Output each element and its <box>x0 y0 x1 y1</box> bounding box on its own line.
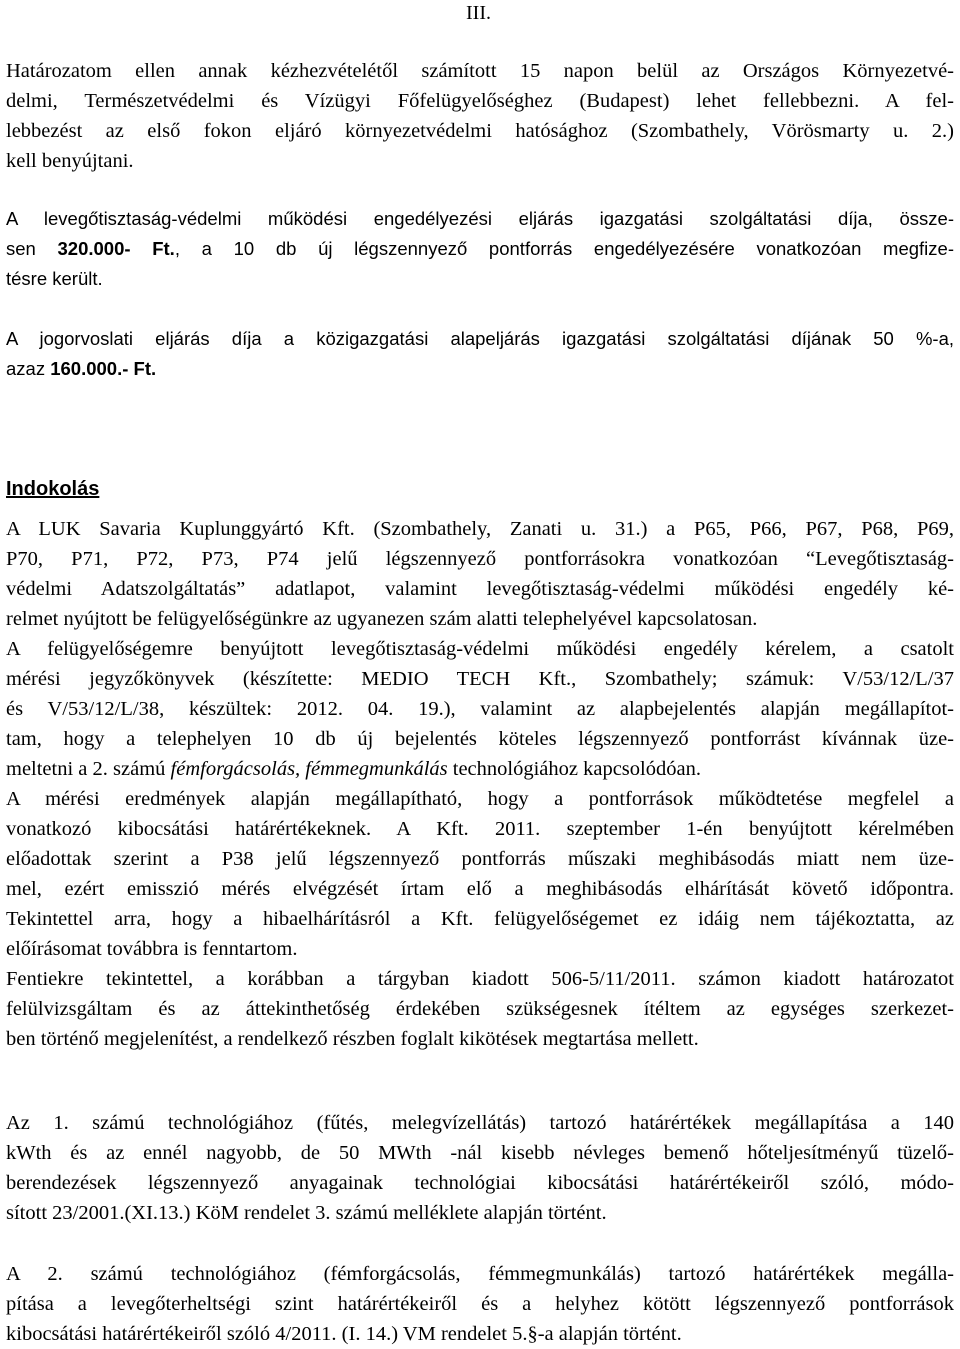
text-line: Az 1. számú technológiához (fűtés, melegvízellátás) tartozó határértékek megállapítása a 140 <box>6 1112 954 1134</box>
text-run: azaz <box>6 358 51 379</box>
text-line: felülvizsgáltam és az áttekinthetőség érdekében szükségesnek ítéltem az egységes szerkezet- <box>6 998 954 1020</box>
text-run: sen <box>6 238 58 259</box>
section-heading: Indokolás <box>6 478 100 500</box>
text-line: P70, P71, P72, P73, P74 jelű légszennyező pontforrásokra vonatkozóan “Levegőtisztaság- <box>6 548 954 570</box>
text-run: technológiához kapcsolódóan. <box>447 758 701 780</box>
text-line: Fentiekre tekintettel, a korábban a tárgyban kiadott 506-5/11/2011. számon kiadott határozatot <box>6 968 954 990</box>
text-run: meltetni a 2. számú <box>6 758 171 780</box>
text-line: sított 23/2001.(XI.13.) KöM rendelet 3. számú melléklete alapján történt. <box>6 1202 607 1224</box>
text-line: A jogorvoslati eljárás díja a közigazgatási alapeljárás igazgatási szolgáltatási díjának 50 %-a, <box>6 328 954 349</box>
text-line: kibocsátási határértékeiről szóló 4/2011. (I. 14.) VM rendelet 5.§-a alapján történt. <box>6 1323 682 1345</box>
text-line: pítása a levegőterheltségi szint határértékeiről és a helyhez kötött légszennyező pontforrások <box>6 1293 954 1315</box>
technology-name: fémforgácsolás, fémmegmunkálás <box>170 758 448 780</box>
text-line: védelmi Adatszolgáltatás” adatlapot, valamint levegőtisztaság-védelmi működési engedély ké- <box>6 578 954 600</box>
text-line: tam, hogy a telephelyen 10 db új bejelentés köteles légszennyező pontforrást kívánnak üze- <box>6 728 954 750</box>
text-line: előadottak szerint a P38 jelű légszennyező pontforrás műszaki meghibásodás miatt nem üze- <box>6 848 954 870</box>
text-line: Határozatom ellen annak kézhezvételétől számított 15 napon belül az Országos Környezetvé- <box>6 60 954 82</box>
text-line <box>6 354 954 384</box>
text-line <box>6 234 954 264</box>
text-line: és V/53/12/L/38, készültek: 2012. 04. 19.), valamint az alapbejelentés alapján megállapítot- <box>6 698 954 720</box>
text-line: lebbezést az első fokon eljáró környezetvédelmi hatósághoz (Szombathely, Vörösmarty u. 2.) <box>6 120 954 142</box>
text-run: , a 10 db új légszennyező pontforrás engedélyezésére vonatkozóan megfize- <box>174 238 954 259</box>
text-line: mel, ezért emisszió mérés elvégzését írtam elő a meghibásodás elhárítását követő időpontra. <box>6 878 954 900</box>
text-line: vonatkozó kibocsátási határértékeknek. A Kft. 2011. szeptember 1-én benyújtott kérelmében <box>6 818 954 840</box>
text-line: mérési jegyzőkönyvek (készítette: MEDIO TECH Kft., Szombathely; számuk: V/53/12/L/37 <box>6 668 954 690</box>
text-line: előírásomat továbbra is fenntartom. <box>6 938 298 960</box>
text-line: kWth és az ennél nagyobb, de 50 MWth -nál kisebb névleges bemenő hőteljesítményű tüzelő- <box>6 1142 954 1164</box>
remedy-fee-amount: 160.000.- Ft. <box>50 358 157 379</box>
text-line: A levegőtisztaság-védelmi működési engedélyezési eljárás igazgatási szolgáltatási díja, össze- <box>6 208 954 229</box>
text-line: delmi, Természetvédelmi és Vízügyi Főfelügyelőséghez (Budapest) lehet fellebbezni. A fel- <box>6 90 954 112</box>
text-line: A felügyelőségemre benyújtott levegőtisztaság-védelmi működési engedély kérelem, a csatolt <box>6 638 954 660</box>
text-line: ben történő megjelenítést, a rendelkező részben foglalt kikötések megtartása mellett. <box>6 1028 699 1050</box>
text-line: berendezések légszennyező anyagainak technológiai kibocsátási határértékeiről szóló, módo- <box>6 1172 954 1194</box>
text-line: relmet nyújtott be felügyelőségünkre az ugyanezen szám alatti telephelyével kapcsolatosan. <box>6 608 758 630</box>
text-line: A mérési eredmények alapján megállapítható, hogy a pontforrások működtetése megfelel a <box>6 788 954 810</box>
fee-amount: 320.000- Ft. <box>57 238 175 259</box>
text-line: Tekintettel arra, hogy a hibaelhárításról a Kft. felügyelőségemet ez idáig nem tájékoztatta, az <box>6 908 954 930</box>
text-line: kell benyújtani. <box>6 150 134 172</box>
text-line <box>6 754 954 784</box>
text-line: A 2. számú technológiához (fémforgácsolás, fémmegmunkálás) tartozó határértékek megálla- <box>6 1263 954 1285</box>
text-line: tésre került. <box>6 268 103 289</box>
text-line: A LUK Savaria Kuplunggyártó Kft. (Szombathely, Zanati u. 31.) a P65, P66, P67, P68, P69, <box>6 518 954 540</box>
page-number: III. <box>466 2 491 24</box>
